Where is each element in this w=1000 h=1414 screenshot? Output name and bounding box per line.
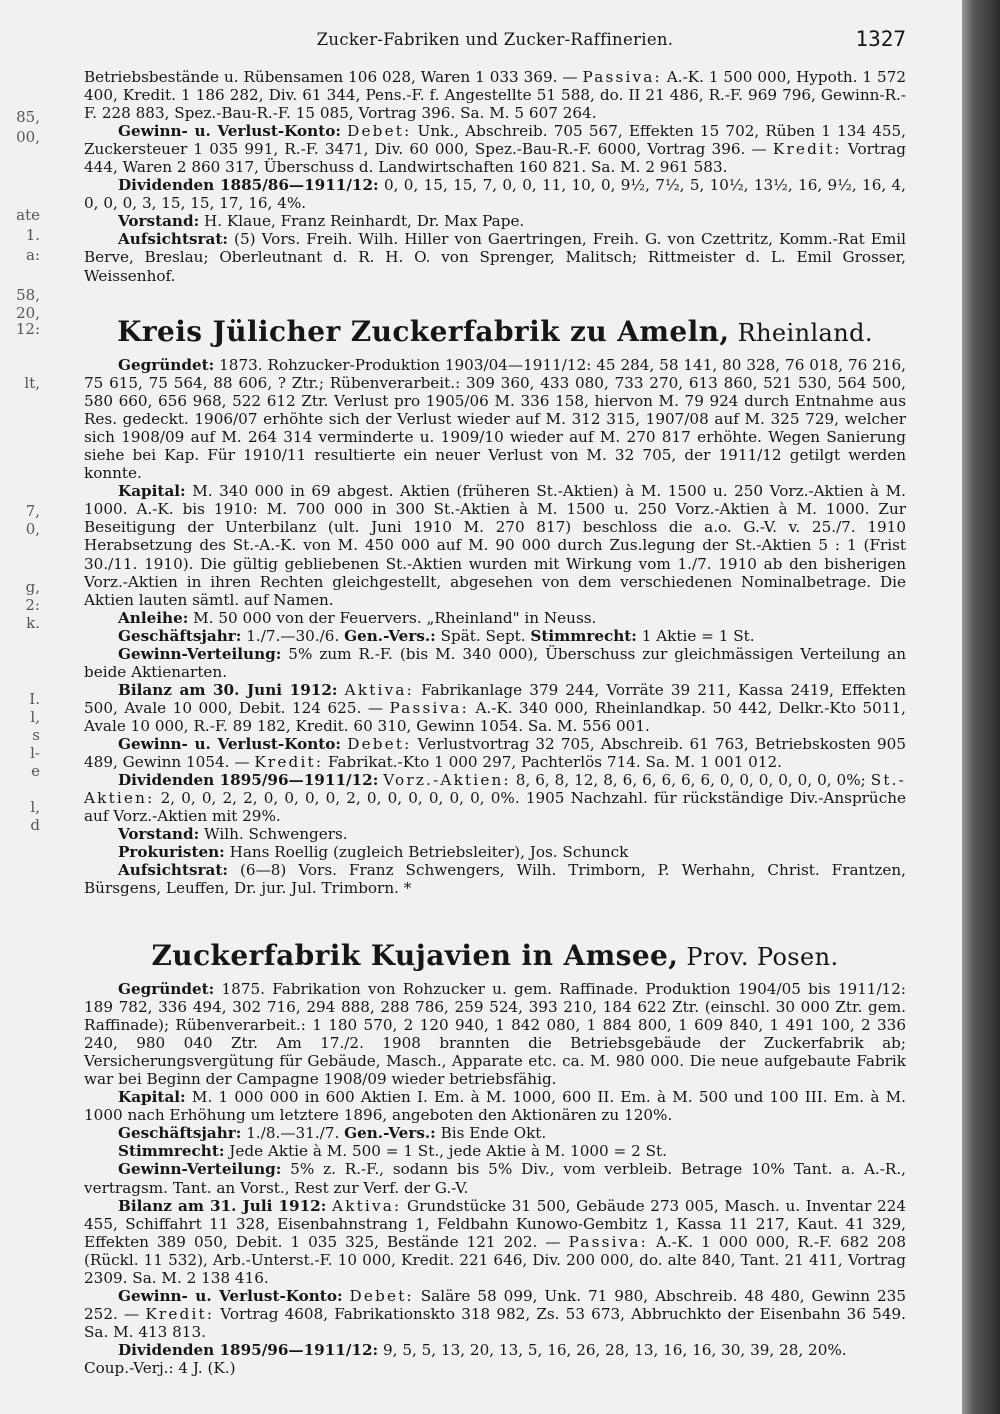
dividends-paragraph: Dividenden 1895/96—1911/12: 9, 5, 5, 13, 20, 13, 5, 16, 26, 28, 13, 16, 16, 30, 39, 28, 20%.	[118, 1340, 847, 1359]
profit-loss-paragraph: Gewinn- u. Verlust-Konto: Debet: Saläre 58 099, Unk. 71 980, Abschreib. 48 480, Gewinn 235 252. — Kredit: Vortrag 4608, Fabrikationskto 318 982, Zs. 53 673, Abbruchkto der Eisenbahn 36 549. Sa. M. 413 813.	[84, 1286, 907, 1341]
profit-loss-paragraph: Gewinn- u. Verlust-Konto: Debet: Unk., Abschreib. 705 567, Effekten 15 702, Rüben 1 134 455, Zuckersteuer 1 035 991, R.-F. 3471, Div. 60 000, Spez.-Bau-R.-F. 6000, Vortrag 396. — Kredit: Vortrag 444, Waren 2 860 317, Überschuss d. Landwirtschaften 160 821. Sa. M. 2 961 583.	[84, 122, 907, 177]
running-title: Zucker-Fabriken und Zucker-Raffinerien.	[316, 30, 674, 49]
previous-entry-continuation	[84, 68, 906, 285]
dividends-paragraph: Dividenden 1895/96—1911/12: Vorz.-Aktien: 8, 6, 8, 12, 8, 6, 6, 6, 6, 6, 0, 0, 0, 0, 0, 0, 0%; St.-Aktien: 2, 0, 0, 2, 2, 0, 0, 0, 0, 2, 0, 0, 0, 0, 0, 0, 0%. 1905 Nachzahl. für rückständige Div.-Ansprüche auf Vorz.-Aktien mit 29%.	[84, 771, 907, 826]
capital-paragraph: Kapital: M. 1 000 000 in 600 Aktien I. Em. à M. 1000, 600 II. Em. à M. 500 und 100 III. Em. à M. 1000 nach Erhöhung um letztere 1896, angeboten den Aktionären zu 120%.	[84, 1088, 906, 1125]
margin-fragment: 58,	[16, 286, 40, 304]
founded-paragraph: Gegründet: 1873. Rohzucker-Produktion 1903/04—1911/12: 45 284, 58 141, 80 328, 76 018, 76 216, 75 615, 75 564, 88 606, ? Ztr.; Rübenverarbeit.: 309 360, 433 080, 733 270, 613 860, 521 530, 564 500, 580 660, 656 968, 522 612 Ztr. Verlust pro 1905/06 M. 336 158, hiervon M. 79 924 durch Entnahme aus Res. gedeckt. 1906/07 erhöhte sich der Verlust wieder auf M. 312 315, 1907/08 auf M. 325 729, welcher sich 1908/09 auf M. 264 314 verminderte u. 1909/10 wieder auf M. 270 817 erhöhte. Wegen Sanierung siehe bei Kap. Für 1910/11 resultierte ein neuer Verlust von M. 32 705, der 1911/12 getilgt werden konnte.	[84, 356, 906, 483]
board-paragraph: Vorstand: H. Klaue, Franz Reinhardt, Dr. Max Pape.	[118, 212, 525, 231]
company-heading-amsee: Zuckerfabrik Kujavien in Amsee, Prov. Posen.	[151, 939, 839, 972]
margin-fragment: l-	[30, 744, 40, 762]
profit-loss-paragraph: Gewinn- u. Verlust-Konto: Debet: Verlustvortrag 32 705, Abschreib. 61 763, Betriebskosten 905 489, Gewinn 1054. — Kredit: Fabrikat.-Kto 1 000 297, Pachterlös 714. Sa. M. 1 001 012.	[84, 734, 906, 772]
margin-fragment: l,	[30, 708, 40, 726]
voting-rights-paragraph: Stimmrecht: Jede Aktie à M. 500 = 1 St., jede Aktie à M. 1000 = 2 St.	[118, 1142, 667, 1161]
fiscal-year-paragraph: Geschäftsjahr: 1./8.—31./7. Gen.-Vers.: Bis Ende Okt.	[118, 1124, 547, 1143]
margin-fragment: 20,	[16, 304, 40, 322]
company-entry-ameln	[84, 356, 906, 897]
fiscal-year-paragraph: Geschäftsjahr: 1./7.—30./6. Gen.-Vers.: Spät. Sept. Stimmrecht: 1 Aktie = 1 St.	[118, 626, 755, 645]
margin-fragment: I.	[29, 690, 40, 708]
left-margin-fragments	[0, 0, 40, 1414]
margin-fragment: 00,	[16, 128, 40, 146]
margin-fragment: k.	[26, 614, 40, 632]
company-heading-ameln: Kreis Jülicher Zuckerfabrik zu Ameln, Rheinland.	[117, 315, 873, 348]
margin-fragment: 0,	[25, 520, 40, 538]
margin-fragment: s	[32, 726, 40, 744]
balance-sheet-paragraph: Bilanz am 31. Juli 1912: Aktiva: Grundstücke 31 500, Gebäude 273 005, Masch. u. Inventar 224 455, Schiffahrt 11 328, Eisenbahnstrang 1, Feldbahn Kunowo-Gembitz 1, Kassa 11 217, Kaut. 41 329, Effekten 389 050, Debit. 1 035 325, Bestände 121 202. — Passiva: A.-K. 1 000 000, R.-F. 682 208 (Rückl. 11 532), Arb.-Unterst.-F. 10 000, Kredit. 221 646, Div. 200 000, do. alte 840, Tant. 21 411, Vortrag 2309. Sa. M. 2 138 416.	[84, 1196, 907, 1287]
balance-sheet-paragraph: Bilanz am 30. Juni 1912: Aktiva: Fabrikanlage 379 244, Vorräte 39 211, Kassa 2419, Effekten 500, Avale 10 000, Debit. 124 625. — Passiva: A.-K. 340 000, Rheinlandkap. 50 442, Delkr.-Kto 5011, Avale 10 000, R.-F. 89 182, Kredit. 60 310, Gewinn 1054. Sa. M. 556 001.	[84, 680, 906, 735]
page-number: 1327	[855, 27, 906, 51]
margin-fragment: a:	[26, 246, 40, 264]
margin-fragment: lt,	[24, 374, 40, 392]
margin-fragment: 7,	[25, 502, 40, 520]
dividends-paragraph: Dividenden 1885/86—1911/12: 0, 0, 15, 15, 7, 0, 0, 11, 10, 0, 9½, 7½, 5, 10½, 13½, 16, 9½, 16, 4, 0, 0, 0, 3, 15, 15, 17, 16, 4%.	[84, 176, 907, 213]
supervisory-board-paragraph: Aufsichtsrat: (5) Vors. Freih. Wilh. Hiller von Gaertringen, Freih. G. von Czettritz, Komm.-Rat Emil Berve, Breslau; Oberleutnant d. R. H. O. von Sprenger, Malitsch; Rittmeister d. L. Emil Grosser, Weissenhof.	[84, 230, 906, 285]
coupon-expiry-line: Coup.-Verj.: 4 J. (K.)	[84, 1358, 236, 1377]
margin-fragment: d	[30, 816, 40, 834]
margin-fragment: e	[31, 762, 40, 780]
authorized-officers-paragraph: Prokuristen: Hans Roellig (zugleich Betriebsleiter), Jos. Schunck	[118, 843, 629, 862]
loan-paragraph: Anleihe: M. 50 000 von der Feuervers. „Rheinland" in Neuss.	[118, 608, 597, 627]
supervisory-board-paragraph: Aufsichtsrat: (6—8) Vors. Franz Schwengers, Wilh. Trimborn, P. Werhahn, Christ. Frantzen, Bürsgens, Leuffen, Dr. jur. Jul. Trimborn. *	[84, 861, 906, 898]
board-paragraph: Vorstand: Wilh. Schwengers.	[118, 825, 348, 844]
running-head	[84, 27, 906, 54]
margin-fragment: 1.	[25, 226, 40, 244]
margin-fragment: l,	[30, 798, 40, 816]
balance-passiva-paragraph: Betriebsbestände u. Rübensamen 106 028, Waren 1 033 369. — Passiva: A.-K. 1 500 000, Hypoth. 1 572 400, Kredit. 1 186 282, Div. 61 344, Pens.-F. f. Angestellte 51 588, do. II 21 486, R.-F. 969 796, Gewinn-R.-F. 228 883, Spez.-Bau-R.-F. 15 085, Vortrag 396. Sa. M. 5 607 264.	[84, 68, 906, 123]
profit-distribution-paragraph: Gewinn-Verteilung: 5% zum R.-F. (bis M. 340 000), Überschuss zur gleichmässigen Verteilung an beide Aktienarten.	[84, 644, 906, 681]
page-edge-shadow	[962, 0, 1000, 1414]
margin-fragment: ate	[16, 206, 40, 224]
margin-fragment: 85,	[16, 108, 40, 126]
profit-distribution-paragraph: Gewinn-Verteilung: 5% z. R.-F., sodann bis 5% Div., vom verbleib. Betrage 10% Tant. a. A.-R., vertragsm. Tant. an Vorst., Rest zur Verf. der G.-V.	[84, 1160, 906, 1197]
margin-fragment: 2:	[25, 596, 40, 614]
capital-paragraph: Kapital: M. 340 000 in 69 abgest. Aktien (früheren St.-Aktien) à M. 1500 u. 250 Vorz.-Aktien à M. 1000. A.-K. bis 1910: M. 700 000 in 300 St.-Aktien à M. 1500 u. 250 Vorz.-Aktien à M. 1000. Zur Beseitigung der Unterbilanz (ult. Juni 1910 M. 270 817) beschloss die a.o. G.-V. v. 25./7. 1910 Herabsetzung des St.-A.-K. von M. 450 000 auf M. 90 000 durch Zus.legung der St.-Aktien 5 : 1 (Frist 30./11. 1910). Die gültig gebliebenen St.-Aktien wurden mit Wirkung vom 1./7. 1910 ab den bisherigen Vorz.-Aktien in ihren Rechten gleichgestellt, abgesehen von dem verschiedenen Nominalbetrage. Die Aktien lauten sämtl. auf Namen.	[84, 482, 906, 609]
margin-fragment: 12:	[15, 320, 40, 338]
margin-fragment: g,	[25, 578, 40, 596]
founded-paragraph: Gegründet: 1875. Fabrikation von Rohzucker u. gem. Raffinade. Produktion 1904/05 bis 1911/12: 189 782, 336 494, 302 716, 294 888, 288 786, 259 524, 393 210, 184 622 Ztr. (einschl. 30 000 Ztr. gem. Raffinade); Rübenverarbeit.: 1 180 570, 2 120 940, 1 842 080, 1 884 800, 1 609 840, 1 491 100, 2 336 240, 980 040 Ztr. Am 17./2. 1908 brannten die Betriebsgebäude der Zuckerfabrik ab; Versicherungsvergütung für Gebäude, Masch., Apparate etc. ca. M. 980 000. Die neue aufgebaute Fabrik war bei Beginn der Campagne 1908/09 wieder betriebsfähig.	[84, 980, 906, 1089]
company-entry-amsee	[84, 980, 906, 1377]
